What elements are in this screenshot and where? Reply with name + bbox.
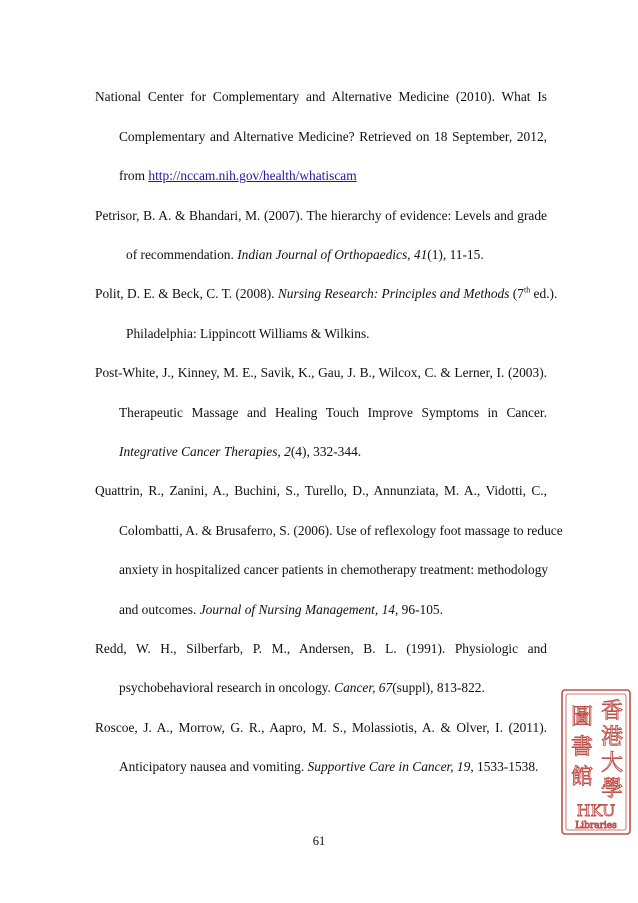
reference-line: Roscoe, J. A., Morrow, G. R., Aapro, M. S., Molassiotis, A. & Olver, I. (2011). bbox=[95, 720, 547, 735]
reference-line: psychobehavioral research in oncology. Cancer, 67(suppl), 813-822. bbox=[119, 680, 485, 695]
reference-link[interactable]: http://nccam.nih.gov/health/whatiscam bbox=[148, 168, 357, 183]
reference-line: Anticipatory nausea and vomiting. Supportive Care in Cancer, 19, 1533-1538. bbox=[119, 759, 539, 774]
hku-libraries-stamp bbox=[560, 688, 632, 836]
reference-line: Philadelphia: Lippincott Williams & Wilkins. bbox=[126, 326, 370, 341]
journal-title: Integrative Cancer Therapies, 2 bbox=[119, 444, 291, 459]
volume: 41 bbox=[413, 247, 428, 262]
journal-title: Journal of Nursing Management, 14 bbox=[199, 602, 395, 617]
reference-line: and outcomes. Journal of Nursing Management, 14, 96-105. bbox=[119, 602, 443, 617]
reference-line: National Center for Complementary and Alternative Medicine (2010). What Is bbox=[95, 89, 547, 104]
stamp-latin-small: Libraries bbox=[575, 821, 617, 831]
reference-line: Therapeutic Massage and Healing Touch Improve Symptoms in Cancer. bbox=[119, 405, 547, 420]
book-title: Nursing Research: Principles and Methods bbox=[277, 286, 510, 301]
reference-line: Petrisor, B. A. & Bhandari, M. (2007). The hierarchy of evidence: Levels and grade bbox=[95, 208, 547, 223]
reference-line: Integrative Cancer Therapies, 2(4), 332-344. bbox=[119, 444, 362, 459]
reference-line: Polit, D. E. & Beck, C. T. (2008). Nursing Research: Principles and Methods (7th ed.). bbox=[95, 285, 558, 301]
reference-line: Complementary and Alternative Medicine? Retrieved on 18 September, 2012, bbox=[119, 129, 547, 144]
stamp-glyph: 學 bbox=[600, 777, 624, 802]
stamp-latin: HKU bbox=[576, 801, 616, 820]
reference-line: Quattrin, R., Zanini, A., Buchini, S., Turello, D., Annunziata, M. A., Vidotti, C., bbox=[95, 483, 547, 498]
page-number: 61 bbox=[312, 834, 326, 848]
stamp-glyph: 大 bbox=[600, 751, 624, 776]
stamp-glyph: 館 bbox=[570, 765, 594, 790]
reference-line: Colombatti, A. & Brusaferro, S. (2006). Use of reflexology foot massage to reduce bbox=[119, 523, 563, 538]
journal-title: Cancer, 67 bbox=[334, 680, 393, 695]
edition-superscript: th bbox=[523, 285, 531, 295]
reference-line: of recommendation. Indian Journal of Orthopaedics, 41(1), 11-15. bbox=[126, 247, 484, 262]
stamp-glyph: 圖 bbox=[570, 705, 594, 730]
stamp-glyph: 港 bbox=[600, 725, 624, 750]
journal-title: Indian Journal of Orthopaedics bbox=[237, 247, 408, 262]
reference-line: Redd, W. H., Silberfarb, P. M., Andersen, B. L. (1991). Physiologic and bbox=[95, 641, 547, 656]
stamp-glyph: 香 bbox=[600, 699, 624, 724]
journal-title: Supportive Care in Cancer, 19 bbox=[307, 759, 471, 774]
stamp-glyph: 書 bbox=[570, 735, 594, 760]
reference-line: Post-White, J., Kinney, M. E., Savik, K., Gau, J. B., Wilcox, C. & Lerner, I. (2003). bbox=[95, 365, 547, 380]
reference-line: from http://nccam.nih.gov/health/whatiscam bbox=[119, 168, 357, 183]
reference-line: anxiety in hospitalized cancer patients in chemotherapy treatment: methodology bbox=[119, 562, 549, 577]
